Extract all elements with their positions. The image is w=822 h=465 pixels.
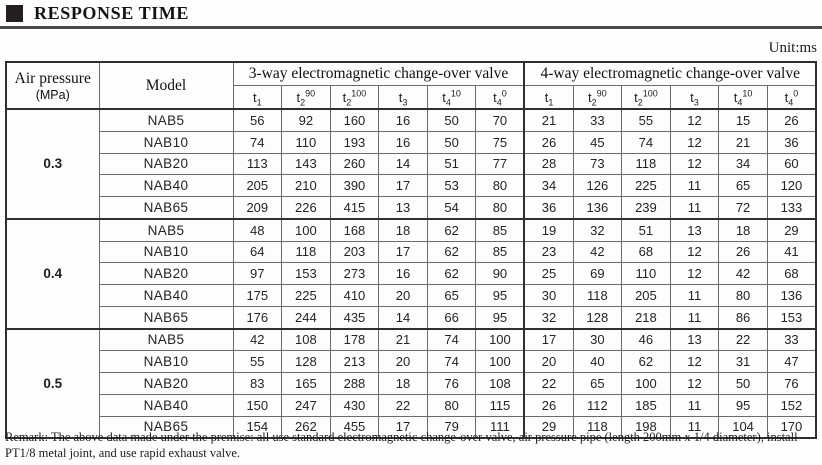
value-cell: 110 [622, 263, 671, 285]
air-pressure-header-line1: Air pressure [14, 69, 91, 87]
value-cell: 41 [767, 241, 816, 263]
value-cell: 108 [476, 373, 525, 395]
value-cell: 26 [767, 109, 816, 131]
value-cell: 118 [282, 241, 331, 263]
model-cell: NAB40 [99, 285, 233, 307]
pressure-cell: 0.3 [6, 109, 99, 219]
value-cell: 198 [622, 416, 671, 438]
value-cell: 20 [379, 285, 428, 307]
value-cell: 225 [282, 285, 331, 307]
value-cell: 16 [379, 131, 428, 153]
model-cell: NAB10 [99, 241, 233, 263]
value-cell: 15 [719, 109, 768, 131]
value-cell: 50 [427, 109, 476, 131]
value-cell: 11 [670, 394, 719, 416]
value-cell: 42 [573, 241, 622, 263]
model-cell: NAB20 [99, 373, 233, 395]
value-cell: 21 [524, 109, 573, 131]
value-cell: 95 [719, 394, 768, 416]
value-cell: 12 [670, 351, 719, 373]
value-cell: 92 [282, 109, 331, 131]
value-cell: 42 [719, 263, 768, 285]
value-cell: 16 [379, 109, 428, 131]
value-cell: 55 [622, 109, 671, 131]
value-cell: 40 [573, 351, 622, 373]
value-cell: 100 [476, 329, 525, 351]
value-cell: 165 [282, 373, 331, 395]
pressure-cell: 0.5 [6, 329, 99, 439]
value-cell: 22 [379, 394, 428, 416]
time-column-header: $t_2^{90}$ [573, 86, 622, 110]
value-cell: 66 [427, 306, 476, 328]
value-cell: 65 [719, 175, 768, 197]
value-cell: 11 [670, 306, 719, 328]
value-cell: 112 [573, 394, 622, 416]
table-row [6, 329, 816, 351]
value-cell: 126 [573, 175, 622, 197]
value-cell: 209 [233, 197, 282, 219]
table-row [6, 241, 816, 263]
time-column-header: $t_2^{90}$ [282, 86, 331, 110]
value-cell: 262 [282, 416, 331, 438]
model-cell: NAB65 [99, 197, 233, 219]
value-cell: 18 [379, 219, 428, 241]
value-cell: 55 [233, 351, 282, 373]
value-cell: 11 [670, 197, 719, 219]
value-cell: 80 [427, 394, 476, 416]
table-row [6, 373, 816, 395]
value-cell: 76 [427, 373, 476, 395]
time-column-header: $t_2^{100}$ [622, 86, 671, 110]
value-cell: 100 [476, 351, 525, 373]
value-cell: 76 [767, 373, 816, 395]
value-cell: 45 [573, 131, 622, 153]
time-column-header: $t_1$ [524, 86, 573, 110]
value-cell: 152 [767, 394, 816, 416]
group-header-3way: 3-way electromagnetic change-over valve [233, 62, 524, 86]
table-row [6, 306, 816, 328]
value-cell: 225 [622, 175, 671, 197]
time-column-header: $t_1$ [233, 86, 282, 110]
table-row [6, 263, 816, 285]
table-header-row [6, 62, 816, 86]
value-cell: 100 [622, 373, 671, 395]
model-cell: NAB10 [99, 351, 233, 373]
title-rule [0, 26, 822, 29]
value-cell: 111 [476, 416, 525, 438]
page-title: RESPONSE TIME [34, 3, 190, 23]
value-cell: 50 [719, 373, 768, 395]
value-cell: 69 [573, 263, 622, 285]
value-cell: 85 [476, 241, 525, 263]
value-cell: 62 [427, 219, 476, 241]
value-cell: 72 [719, 197, 768, 219]
value-cell: 85 [476, 219, 525, 241]
value-cell: 133 [767, 197, 816, 219]
table-row [6, 109, 816, 131]
value-cell: 13 [670, 329, 719, 351]
table-row [6, 394, 816, 416]
value-cell: 62 [427, 241, 476, 263]
value-cell: 25 [524, 263, 573, 285]
value-cell: 178 [330, 329, 379, 351]
section-header [6, 3, 189, 24]
value-cell: 14 [379, 306, 428, 328]
value-cell: 31 [719, 351, 768, 373]
remark-text: Remark: The above data made under the premise: all use standard electromagnetic change-over valve, air pressure pipe (length 200mm x 1/4 diameter), install PT1/8 metal joint, and use rapid exhaust valve. [5, 430, 798, 460]
value-cell: 153 [282, 263, 331, 285]
value-cell: 73 [573, 153, 622, 175]
value-cell: 20 [524, 351, 573, 373]
model-cell: NAB5 [99, 329, 233, 351]
value-cell: 273 [330, 263, 379, 285]
value-cell: 77 [476, 153, 525, 175]
value-cell: 415 [330, 197, 379, 219]
value-cell: 136 [573, 197, 622, 219]
value-cell: 120 [767, 175, 816, 197]
value-cell: 154 [233, 416, 282, 438]
value-cell: 153 [767, 306, 816, 328]
value-cell: 244 [282, 306, 331, 328]
value-cell: 26 [524, 131, 573, 153]
value-cell: 118 [573, 285, 622, 307]
value-cell: 128 [573, 306, 622, 328]
value-cell: 17 [379, 416, 428, 438]
value-cell: 118 [573, 416, 622, 438]
table-row [6, 351, 816, 373]
value-cell: 47 [767, 351, 816, 373]
value-cell: 210 [282, 175, 331, 197]
value-cell: 51 [622, 219, 671, 241]
value-cell: 203 [330, 241, 379, 263]
value-cell: 193 [330, 131, 379, 153]
value-cell: 21 [379, 329, 428, 351]
table-row [6, 131, 816, 153]
value-cell: 95 [476, 306, 525, 328]
value-cell: 18 [379, 373, 428, 395]
value-cell: 53 [427, 175, 476, 197]
value-cell: 65 [573, 373, 622, 395]
value-cell: 14 [379, 153, 428, 175]
value-cell: 12 [670, 241, 719, 263]
model-cell: NAB65 [99, 306, 233, 328]
value-cell: 205 [622, 285, 671, 307]
value-cell: 29 [767, 219, 816, 241]
value-cell: 108 [282, 329, 331, 351]
value-cell: 430 [330, 394, 379, 416]
value-cell: 110 [282, 131, 331, 153]
value-cell: 90 [476, 263, 525, 285]
value-cell: 23 [524, 241, 573, 263]
value-cell: 54 [427, 197, 476, 219]
value-cell: 65 [427, 285, 476, 307]
value-cell: 115 [476, 394, 525, 416]
value-cell: 17 [379, 175, 428, 197]
value-cell: 26 [524, 394, 573, 416]
air-pressure-header-line2: (MPa) [35, 87, 70, 102]
model-cell: NAB40 [99, 175, 233, 197]
value-cell: 100 [282, 219, 331, 241]
value-cell: 79 [427, 416, 476, 438]
value-cell: 22 [719, 329, 768, 351]
value-cell: 56 [233, 109, 282, 131]
model-cell: NAB40 [99, 394, 233, 416]
value-cell: 13 [379, 197, 428, 219]
value-cell: 136 [767, 285, 816, 307]
value-cell: 247 [282, 394, 331, 416]
response-time-table [5, 61, 817, 439]
value-cell: 86 [719, 306, 768, 328]
value-cell: 60 [767, 153, 816, 175]
value-cell: 30 [524, 285, 573, 307]
model-header: Model [99, 62, 233, 109]
time-column-header: $t_3$ [670, 86, 719, 110]
value-cell: 12 [670, 109, 719, 131]
time-column-header: $t_4^0$ [476, 86, 525, 110]
value-cell: 28 [524, 153, 573, 175]
value-cell: 33 [573, 109, 622, 131]
value-cell: 42 [233, 329, 282, 351]
value-cell: 32 [573, 219, 622, 241]
group-header-4way: 4-way electromagnetic change-over valve [524, 62, 816, 86]
value-cell: 33 [767, 329, 816, 351]
value-cell: 176 [233, 306, 282, 328]
value-cell: 128 [282, 351, 331, 373]
table-row [6, 219, 816, 241]
value-cell: 46 [622, 329, 671, 351]
value-cell: 205 [233, 175, 282, 197]
value-cell: 17 [379, 241, 428, 263]
value-cell: 12 [670, 153, 719, 175]
value-cell: 68 [622, 241, 671, 263]
value-cell: 22 [524, 373, 573, 395]
table-row [6, 175, 816, 197]
value-cell: 36 [767, 131, 816, 153]
value-cell: 218 [622, 306, 671, 328]
value-cell: 80 [476, 197, 525, 219]
value-cell: 97 [233, 263, 282, 285]
model-cell: NAB5 [99, 219, 233, 241]
value-cell: 12 [670, 263, 719, 285]
value-cell: 168 [330, 219, 379, 241]
value-cell: 36 [524, 197, 573, 219]
value-cell: 390 [330, 175, 379, 197]
section-bullet-square [6, 5, 23, 22]
value-cell: 410 [330, 285, 379, 307]
value-cell: 32 [524, 306, 573, 328]
value-cell: 18 [719, 219, 768, 241]
table-row [6, 197, 816, 219]
value-cell: 51 [427, 153, 476, 175]
value-cell: 21 [719, 131, 768, 153]
value-cell: 95 [476, 285, 525, 307]
value-cell: 113 [233, 153, 282, 175]
model-cell: NAB10 [99, 131, 233, 153]
value-cell: 30 [573, 329, 622, 351]
table-row [6, 153, 816, 175]
value-cell: 50 [427, 131, 476, 153]
value-cell: 104 [719, 416, 768, 438]
value-cell: 62 [427, 263, 476, 285]
value-cell: 29 [524, 416, 573, 438]
value-cell: 19 [524, 219, 573, 241]
value-cell: 80 [476, 175, 525, 197]
unit-label: Unit:ms [768, 40, 817, 56]
value-cell: 260 [330, 153, 379, 175]
value-cell: 83 [233, 373, 282, 395]
value-cell: 34 [719, 153, 768, 175]
model-cell: NAB20 [99, 263, 233, 285]
value-cell: 11 [670, 416, 719, 438]
value-cell: 17 [524, 329, 573, 351]
value-cell: 11 [670, 285, 719, 307]
time-column-header: $t_2^{100}$ [330, 86, 379, 110]
value-cell: 74 [622, 131, 671, 153]
time-column-header: $t_4^0$ [767, 86, 816, 110]
value-cell: 74 [427, 329, 476, 351]
value-cell: 239 [622, 197, 671, 219]
value-cell: 150 [233, 394, 282, 416]
time-column-header: $t_4^{10}$ [719, 86, 768, 110]
value-cell: 118 [622, 153, 671, 175]
value-cell: 435 [330, 306, 379, 328]
model-cell: NAB5 [99, 109, 233, 131]
value-cell: 80 [719, 285, 768, 307]
value-cell: 12 [670, 131, 719, 153]
value-cell: 185 [622, 394, 671, 416]
value-cell: 175 [233, 285, 282, 307]
value-cell: 226 [282, 197, 331, 219]
value-cell: 70 [476, 109, 525, 131]
value-cell: 213 [330, 351, 379, 373]
time-column-header: $t_4^{10}$ [427, 86, 476, 110]
value-cell: 288 [330, 373, 379, 395]
pressure-cell: 0.4 [6, 219, 99, 329]
value-cell: 34 [524, 175, 573, 197]
value-cell: 64 [233, 241, 282, 263]
value-cell: 143 [282, 153, 331, 175]
air-pressure-header [6, 62, 99, 109]
table-row [6, 285, 816, 307]
value-cell: 48 [233, 219, 282, 241]
model-cell: NAB20 [99, 153, 233, 175]
value-cell: 74 [427, 351, 476, 373]
time-column-header: $t_3$ [379, 86, 428, 110]
value-cell: 455 [330, 416, 379, 438]
value-cell: 13 [670, 219, 719, 241]
value-cell: 12 [670, 373, 719, 395]
value-cell: 68 [767, 263, 816, 285]
value-cell: 74 [233, 131, 282, 153]
value-cell: 75 [476, 131, 525, 153]
value-cell: 16 [379, 263, 428, 285]
value-cell: 11 [670, 175, 719, 197]
value-cell: 26 [719, 241, 768, 263]
model-cell: NAB65 [99, 416, 233, 438]
value-cell: 160 [330, 109, 379, 131]
value-cell: 20 [379, 351, 428, 373]
value-cell: 62 [622, 351, 671, 373]
value-cell: 170 [767, 416, 816, 438]
